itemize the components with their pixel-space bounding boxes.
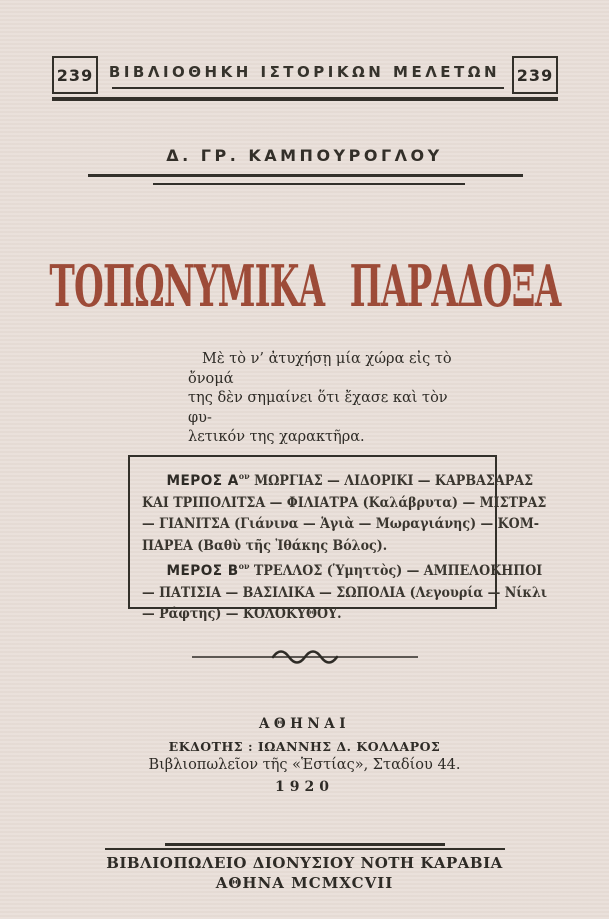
contents-line [142, 604, 463, 626]
contents-text: ΚΑΙ ΤΡΙΠΟΛΙΤΣΑ — ΦΙΛΙΑΤΡΑ (Καλάβρυτα) — ΜΙΣΤΡΑΣ [142, 494, 547, 511]
header-thick-rule [52, 97, 558, 101]
epigraph-line: λετικόν της χαρακτῆρα. [188, 429, 365, 445]
imprint-publisher: ΕΚΔΟΤΗΣ : ΙΩΑΝΝΗΣ Δ. ΚΟΛΛΑΡΟΣ [168, 739, 441, 754]
part-b-superscript: ον [238, 562, 250, 572]
contents-text: — Ράφτης) — ΚΟΛΟΚΥΘΟΥ. [142, 606, 342, 622]
contents-text: ΤΡΕΛΛΟΣ (Ὑμηττὸς) — ΑΜΠΕΛΟΚΗΠΟΙ [249, 563, 543, 579]
series-number-right-value: 239 [516, 65, 554, 85]
footer-rule-thick [165, 843, 445, 846]
main-title-row [0, 252, 609, 320]
series-number-left-value: 239 [56, 65, 94, 85]
author-rule-wide [88, 174, 523, 177]
contents-text: ΜΩΡΓΙΑΣ — ΛΙΔΟΡΙΚΙ — ΚΑΡΒΑΣΑΡΑΣ [249, 473, 534, 489]
book-title: ΤΟΠΩΝΥΜΙΚΑ ΠΑΡΑΔΟΞΑ [48, 252, 560, 320]
author-rule-narrow [153, 183, 465, 185]
footer-city-year: ΑΘΗΝΑ MCMXCVII [215, 874, 394, 892]
contents-line [142, 557, 543, 583]
footer-bookshop-name: ΒΙΒΛΙΟΠΩΛΕΙΟ ΔΙΟΝΥΣΙΟΥ ΝΟΤΗ ΚΑΡΑΒΙΑ [106, 854, 503, 872]
series-title: ΒΙΒΛΙΟΘΗΚΗ ΙΣΤΟΡΙΚΩΝ ΜΕΛΕΤΩΝ [108, 63, 501, 81]
series-title-underline [112, 87, 504, 89]
contents-line [142, 493, 547, 515]
epigraph [188, 350, 473, 448]
footer-rule-thin [105, 848, 505, 850]
contents-box [128, 455, 547, 622]
contents-line [142, 536, 463, 558]
imprint-year: 1920 [275, 779, 334, 795]
contents-line [142, 467, 534, 493]
part-a-label: ΜΕΡΟΣ Α [166, 473, 239, 489]
flourish-divider [192, 646, 418, 668]
imprint-bookshop: Βιβλιοπωλεῖον τῆς «Ἑστίας», Σταδίου 44. [148, 757, 461, 773]
contents-text: — ΓΙΑΝΙΤΣΑ (Γιάνινα — Ἁγιὰ — Μωραγιάνης) — ΚΟΜ- [142, 516, 540, 532]
contents-line [142, 583, 547, 605]
contents-text: ΠΑΡΕΑ (Βαθὺ τῆς Ἰθάκης Βόλος). [142, 537, 388, 554]
series-number-right [512, 56, 558, 94]
part-b-label: ΜΕΡΟΣ Β [166, 563, 239, 579]
part-a-superscript: ον [238, 472, 250, 482]
author-name: Δ. ΓΡ. ΚΑΜΠΟΥΡΟΓΛΟΥ [166, 146, 443, 165]
epigraph-line: της δὲν σημαίνει ὅτι ἔχασε καὶ τὸν φυ- [188, 390, 448, 426]
contents-line [142, 514, 540, 536]
contents-text: — ΠΑΤΙΣΙΑ — ΒΑΣΙΛΙΚΑ — ΣΩΠΟΛΙΑ (Λεγουρία — Νίκλι [142, 584, 547, 601]
epigraph-line: Μὲ τὸ ν’ ἀτυχήσῃ μία χώρα εἰς τὸ ὄνομά [188, 351, 452, 387]
imprint-city: ΑΘΗΝΑΙ [258, 716, 351, 732]
